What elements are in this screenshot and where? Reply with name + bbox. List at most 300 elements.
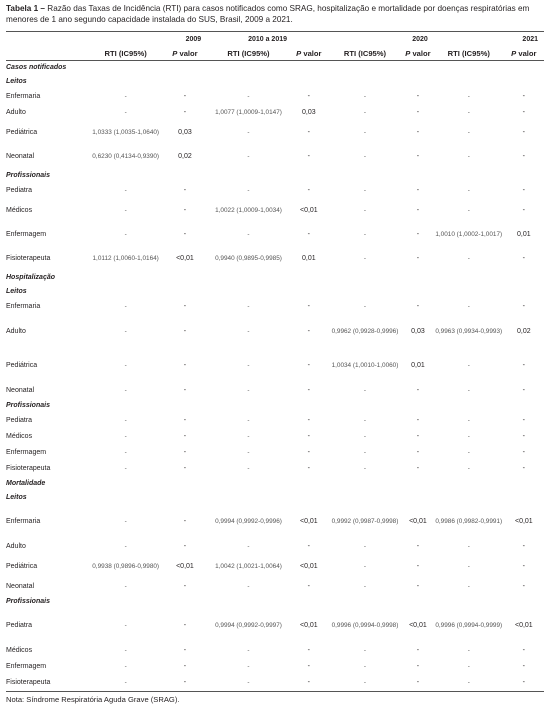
rti-cell: - <box>247 433 250 441</box>
p-value-cell: 0,03 <box>302 109 316 117</box>
p-value-cell: - <box>522 583 526 591</box>
rti-table <box>6 31 544 692</box>
column-header-p-italic: P <box>172 48 178 58</box>
rti-cell: 1,0042 (1,0021-1,0064) <box>215 563 282 571</box>
p-value-cell: - <box>522 663 526 671</box>
p-value-cell: - <box>522 647 526 655</box>
table-row <box>6 609 544 643</box>
section-label: Leitos <box>6 494 27 502</box>
p-value-cell: - <box>183 187 187 195</box>
p-value-cell: - <box>416 433 420 441</box>
column-header-p-italic: P <box>511 48 517 58</box>
p-value-cell: - <box>307 362 311 370</box>
p-value-cell: <0,01 <box>299 207 318 215</box>
p-value-cell: <0,01 <box>176 563 194 571</box>
section-empty-cell <box>89 169 163 183</box>
section-empty-cell <box>290 169 328 183</box>
p-value-cell: <0,01 <box>299 622 318 630</box>
row-label: Fisioterapeuta <box>6 255 51 263</box>
rti-cell: - <box>124 231 127 239</box>
rti-cell: - <box>363 647 367 655</box>
column-header-p-rest: valor <box>410 48 431 58</box>
section-empty-cell <box>163 61 207 76</box>
table-row <box>6 413 544 429</box>
table-body <box>6 61 544 692</box>
section-header-row <box>6 61 544 76</box>
row-label: Neonatal <box>6 583 35 591</box>
p-value-cell: - <box>183 433 187 441</box>
rti-cell: - <box>467 129 470 137</box>
section-empty-cell <box>207 75 290 89</box>
section-header-row <box>6 477 544 491</box>
p-value-cell: <0,01 <box>299 563 318 571</box>
section-empty-cell <box>89 595 163 609</box>
p-value-cell: - <box>416 187 420 195</box>
section-empty-cell <box>290 75 328 89</box>
section-empty-cell <box>207 61 290 76</box>
p-value-cell: - <box>183 518 187 526</box>
rti-cell: - <box>247 663 250 671</box>
rti-cell: 1,0022 (1,0009-1,0034) <box>215 207 282 215</box>
rti-cell: - <box>467 663 470 671</box>
p-value-cell: - <box>183 449 187 457</box>
rti-cell: 0,9992 (0,9987-0,9998) <box>331 518 399 526</box>
p-value-cell: 0,02 <box>517 328 531 336</box>
p-value-cell: - <box>522 187 526 195</box>
table-row <box>6 643 544 659</box>
section-empty-cell <box>89 271 163 285</box>
rti-cell: - <box>467 543 470 551</box>
row-label: Enfermaria <box>6 93 41 101</box>
table-row <box>6 199 544 223</box>
rti-cell: - <box>467 449 470 457</box>
p-value-cell: <0,01 <box>409 622 427 630</box>
rti-cell: - <box>247 187 250 195</box>
p-value-cell: - <box>307 663 311 671</box>
section-empty-cell <box>402 477 434 491</box>
rti-cell: - <box>124 647 127 655</box>
p-value-cell: - <box>183 231 187 239</box>
rti-cell: - <box>247 303 250 311</box>
rti-cell: 0,9962 (0,9928-0,9996) <box>331 328 399 336</box>
row-label: Fisioterapeuta <box>6 465 51 473</box>
section-label: Profissionais <box>6 598 50 606</box>
p-value-cell: - <box>522 109 526 117</box>
column-header-p-rest: valor <box>301 48 322 58</box>
section-empty-cell <box>504 285 544 299</box>
p-value-cell: - <box>183 303 187 311</box>
rti-cell: - <box>467 433 470 441</box>
section-empty-cell <box>434 477 504 491</box>
p-value-cell: - <box>522 207 526 215</box>
rti-cell: - <box>247 129 250 137</box>
p-value-cell: - <box>416 129 420 137</box>
rti-cell: - <box>124 518 127 526</box>
table-row <box>6 445 544 461</box>
section-empty-cell <box>434 75 504 89</box>
row-label: Médicos <box>6 207 33 215</box>
p-value-cell: - <box>522 93 526 101</box>
rti-cell: - <box>467 153 470 161</box>
rti-cell: - <box>124 303 127 311</box>
row-label: Pediátrica <box>6 362 38 370</box>
section-empty-cell <box>434 285 504 299</box>
column-header-p <box>402 46 434 61</box>
p-value-cell: - <box>163 675 207 692</box>
p-value-cell: - <box>307 583 311 591</box>
section-empty-cell <box>207 477 290 491</box>
p-value-cell: - <box>183 622 187 630</box>
rti-cell: - <box>124 449 127 457</box>
column-header-blank <box>6 46 89 61</box>
section-empty-cell <box>163 477 207 491</box>
rti-cell: - <box>124 465 127 473</box>
rti-cell: - <box>363 583 367 591</box>
section-label: Hospitalização <box>6 274 56 282</box>
section-empty-cell <box>504 595 544 609</box>
rti-cell: - <box>363 449 367 457</box>
section-empty-cell <box>89 61 163 76</box>
section-empty-cell <box>163 271 207 285</box>
row-label: Fisioterapeuta <box>6 675 89 692</box>
section-empty-cell <box>402 75 434 89</box>
section-empty-cell <box>328 271 402 285</box>
section-empty-cell <box>207 491 290 505</box>
rti-cell: 1,0112 (1,0060-1,0164) <box>92 255 159 263</box>
section-label: Leitos <box>6 288 27 296</box>
p-value-cell: - <box>183 543 187 551</box>
table-row <box>6 89 544 105</box>
section-empty-cell <box>402 271 434 285</box>
p-value-cell: - <box>416 449 420 457</box>
p-value-cell: - <box>416 231 420 239</box>
rti-cell: - <box>363 465 367 473</box>
row-label: Enfermagem <box>6 449 47 457</box>
rti-cell: - <box>124 663 127 671</box>
p-value-cell: <0,01 <box>409 518 427 526</box>
table-row <box>6 429 544 445</box>
rti-cell: - <box>124 622 127 630</box>
section-empty-cell <box>434 271 504 285</box>
section-header-row <box>6 285 544 299</box>
section-empty-cell <box>89 491 163 505</box>
rti-cell: - <box>124 187 127 195</box>
rti-cell: - <box>207 675 290 692</box>
p-value-cell: - <box>307 387 311 395</box>
section-empty-cell <box>163 491 207 505</box>
section-empty-cell <box>207 595 290 609</box>
section-empty-cell <box>434 61 504 76</box>
column-header-rti: RTI (IC95%) <box>434 46 504 61</box>
section-empty-cell <box>207 399 290 413</box>
row-label: Adulto <box>6 543 26 551</box>
p-value-cell: 0,01 <box>411 362 425 370</box>
rti-cell: - <box>363 433 367 441</box>
table-row <box>6 183 544 199</box>
rti-cell: - <box>124 417 127 425</box>
section-empty-cell <box>504 491 544 505</box>
rti-cell: - <box>467 583 470 591</box>
section-header-row <box>6 271 544 285</box>
p-value-cell: - <box>290 675 328 692</box>
table-row <box>6 121 544 145</box>
section-empty-cell <box>207 169 290 183</box>
table-row <box>6 555 544 579</box>
section-empty-cell <box>402 285 434 299</box>
year-header-2021: 2021 <box>434 32 544 47</box>
p-value-cell: - <box>416 109 420 117</box>
section-empty-cell <box>434 595 504 609</box>
p-value-cell: 0,01 <box>302 255 316 263</box>
section-empty-cell <box>402 491 434 505</box>
rti-cell: - <box>124 583 127 591</box>
rti-cell: - <box>363 153 367 161</box>
section-empty-cell <box>504 169 544 183</box>
p-value-cell: - <box>307 231 311 239</box>
p-value-cell: - <box>307 543 311 551</box>
p-value-cell: - <box>307 449 311 457</box>
p-value-cell: - <box>307 647 311 655</box>
rti-cell: - <box>363 255 367 263</box>
rti-cell: 1,0010 (1,0002-1,0017) <box>435 231 503 239</box>
rti-cell: - <box>467 303 470 311</box>
rti-cell: - <box>247 449 250 457</box>
p-value-cell: - <box>307 417 311 425</box>
rti-cell: - <box>247 387 250 395</box>
p-value-cell: 0,01 <box>517 231 531 239</box>
rti-cell: - <box>247 417 250 425</box>
p-value-cell: <0,01 <box>299 518 318 526</box>
rti-cell: - <box>124 543 127 551</box>
section-empty-cell <box>290 61 328 76</box>
p-value-cell: - <box>307 465 311 473</box>
rti-cell: - <box>363 109 367 117</box>
section-empty-cell <box>163 595 207 609</box>
rti-cell: 0,9994 (0,9992-0,9996) <box>215 518 282 526</box>
table-row <box>6 247 544 271</box>
section-empty-cell <box>290 285 328 299</box>
table-row <box>6 105 544 121</box>
section-empty-cell <box>402 61 434 76</box>
section-label: Profissionais <box>6 172 50 180</box>
p-value-cell: - <box>522 303 526 311</box>
p-value-cell: - <box>183 647 187 655</box>
section-empty-cell <box>328 491 402 505</box>
section-empty-cell <box>328 61 402 76</box>
table-note: Nota: Síndrome Respiratória Aguda Grave (SRAG). <box>6 695 180 705</box>
column-header-p-rest: valor <box>516 48 537 58</box>
rti-cell: - <box>124 362 127 370</box>
section-empty-cell <box>328 75 402 89</box>
rti-cell: - <box>363 231 367 239</box>
section-header-row <box>6 595 544 609</box>
section-empty-cell <box>504 271 544 285</box>
rti-cell: - <box>363 563 367 571</box>
column-header-p <box>290 46 328 61</box>
section-empty-cell <box>328 477 402 491</box>
section-empty-cell <box>434 491 504 505</box>
p-value-cell: - <box>183 362 187 370</box>
rti-cell: - <box>247 465 250 473</box>
rti-cell: - <box>467 207 470 215</box>
section-empty-cell <box>504 399 544 413</box>
p-value-cell: - <box>183 465 187 473</box>
p-value-cell: 0,03 <box>178 129 192 137</box>
section-header-row <box>6 491 544 505</box>
section-empty-cell <box>163 169 207 183</box>
table-row <box>6 299 544 315</box>
rti-cell: - <box>363 417 367 425</box>
table-row <box>6 145 544 169</box>
rti-cell: - <box>467 417 470 425</box>
rti-cell: - <box>363 93 367 101</box>
rti-cell: - <box>467 93 470 101</box>
rti-cell: - <box>467 362 470 370</box>
section-empty-cell <box>290 595 328 609</box>
row-label: Adulto <box>6 109 26 117</box>
section-empty-cell <box>402 595 434 609</box>
column-header-rti: RTI (IC95%) <box>328 46 402 61</box>
row-label: Enfermagem <box>6 663 47 671</box>
table-row <box>6 349 544 383</box>
section-label: Leitos <box>6 78 27 86</box>
section-empty-cell <box>402 169 434 183</box>
rti-cell: - <box>124 207 127 215</box>
rti-cell: - <box>247 362 250 370</box>
section-empty-cell <box>163 75 207 89</box>
row-label: Pediatra <box>6 187 33 195</box>
p-value-cell: - <box>183 328 187 336</box>
rti-cell: - <box>467 387 470 395</box>
rti-cell: - <box>124 109 127 117</box>
section-empty-cell <box>504 75 544 89</box>
p-value-cell: 0,02 <box>178 153 192 161</box>
rti-cell: - <box>363 663 367 671</box>
p-value-cell: - <box>522 465 526 473</box>
section-empty-cell <box>163 285 207 299</box>
p-value-cell: - <box>307 129 311 137</box>
p-value-cell: - <box>522 153 526 161</box>
p-value-cell: - <box>522 563 526 571</box>
row-label: Enfermaria <box>6 518 41 526</box>
rti-cell: - <box>434 675 504 692</box>
section-empty-cell <box>207 271 290 285</box>
section-empty-cell <box>402 399 434 413</box>
rti-cell: 0,9994 (0,9992-0,9997) <box>215 622 282 630</box>
p-value-cell: - <box>522 417 526 425</box>
rti-cell: - <box>467 563 470 571</box>
rti-cell: - <box>247 231 250 239</box>
p-value-cell: - <box>416 465 420 473</box>
rti-cell: 1,0333 (1,0035-1,0640) <box>92 129 160 137</box>
rti-cell: 0,6230 (0,4134-0,9390) <box>92 153 160 161</box>
p-value-cell: - <box>416 663 420 671</box>
table-row <box>6 315 544 349</box>
column-header-p-italic: P <box>296 48 302 58</box>
year-header-2010-2019: 2010 a 2019 <box>207 32 328 47</box>
p-value-cell: - <box>416 255 420 263</box>
p-value-cell: - <box>522 433 526 441</box>
p-value-cell: - <box>416 153 420 161</box>
year-header-2020: 2020 <box>328 32 434 47</box>
p-value-cell: - <box>416 583 420 591</box>
column-header-p <box>504 46 544 61</box>
section-empty-cell <box>504 477 544 491</box>
row-label: Médicos <box>6 433 33 441</box>
p-value-cell: - <box>416 207 420 215</box>
rti-cell: - <box>247 543 250 551</box>
rti-cell: - <box>247 647 250 655</box>
section-empty-cell <box>328 399 402 413</box>
section-empty-cell <box>89 477 163 491</box>
row-label: Enfermaria <box>6 303 41 311</box>
p-value-cell: - <box>522 387 526 395</box>
table-caption <box>6 4 541 25</box>
table-row <box>6 539 544 555</box>
column-header-rti: RTI (IC95%) <box>207 46 290 61</box>
p-value-cell: - <box>416 387 420 395</box>
rti-cell: 0,9996 (0,9994-0,9999) <box>435 622 503 630</box>
section-empty-cell <box>290 399 328 413</box>
p-value-cell: <0,01 <box>176 255 194 263</box>
section-empty-cell <box>290 491 328 505</box>
table-row <box>6 579 544 595</box>
section-empty-cell <box>290 271 328 285</box>
rti-cell: - <box>247 153 250 161</box>
table-row <box>6 223 544 247</box>
p-value-cell: - <box>183 583 187 591</box>
column-header-p-rest: valor <box>177 48 198 58</box>
rti-cell: - <box>89 675 163 692</box>
section-empty-cell <box>434 169 504 183</box>
year-header-2009: 2009 <box>89 32 208 47</box>
table-row <box>6 659 544 675</box>
section-label: Profissionais <box>6 402 50 410</box>
section-empty-cell <box>328 285 402 299</box>
p-value-cell: - <box>183 417 187 425</box>
rti-cell: 1,0077 (1,0009-1,0147) <box>215 109 282 117</box>
table-row <box>6 505 544 539</box>
p-value-cell: - <box>416 647 420 655</box>
p-value-cell: - <box>307 93 311 101</box>
row-label: Neonatal <box>6 153 35 161</box>
rti-cell: - <box>363 187 367 195</box>
p-value-cell: - <box>504 675 544 692</box>
section-label: Mortalidade <box>6 480 46 488</box>
p-value-cell: - <box>522 129 526 137</box>
p-value-cell: - <box>183 109 187 117</box>
rti-cell: - <box>363 129 367 137</box>
section-empty-cell <box>290 477 328 491</box>
section-empty-cell <box>328 595 402 609</box>
row-label: Adulto <box>6 328 26 336</box>
p-value-cell: - <box>522 362 526 370</box>
section-empty-cell <box>163 399 207 413</box>
p-value-cell: - <box>416 417 420 425</box>
column-header-row <box>6 46 544 61</box>
section-empty-cell <box>504 61 544 76</box>
section-empty-cell <box>89 285 163 299</box>
rti-cell: - <box>467 109 470 117</box>
rti-cell: - <box>363 207 367 215</box>
p-value-cell: <0,01 <box>514 518 533 526</box>
table-row <box>6 383 544 399</box>
rti-cell: - <box>467 187 470 195</box>
p-value-cell: - <box>307 153 311 161</box>
section-empty-cell <box>207 285 290 299</box>
rti-cell: - <box>247 583 250 591</box>
section-header-row <box>6 75 544 89</box>
